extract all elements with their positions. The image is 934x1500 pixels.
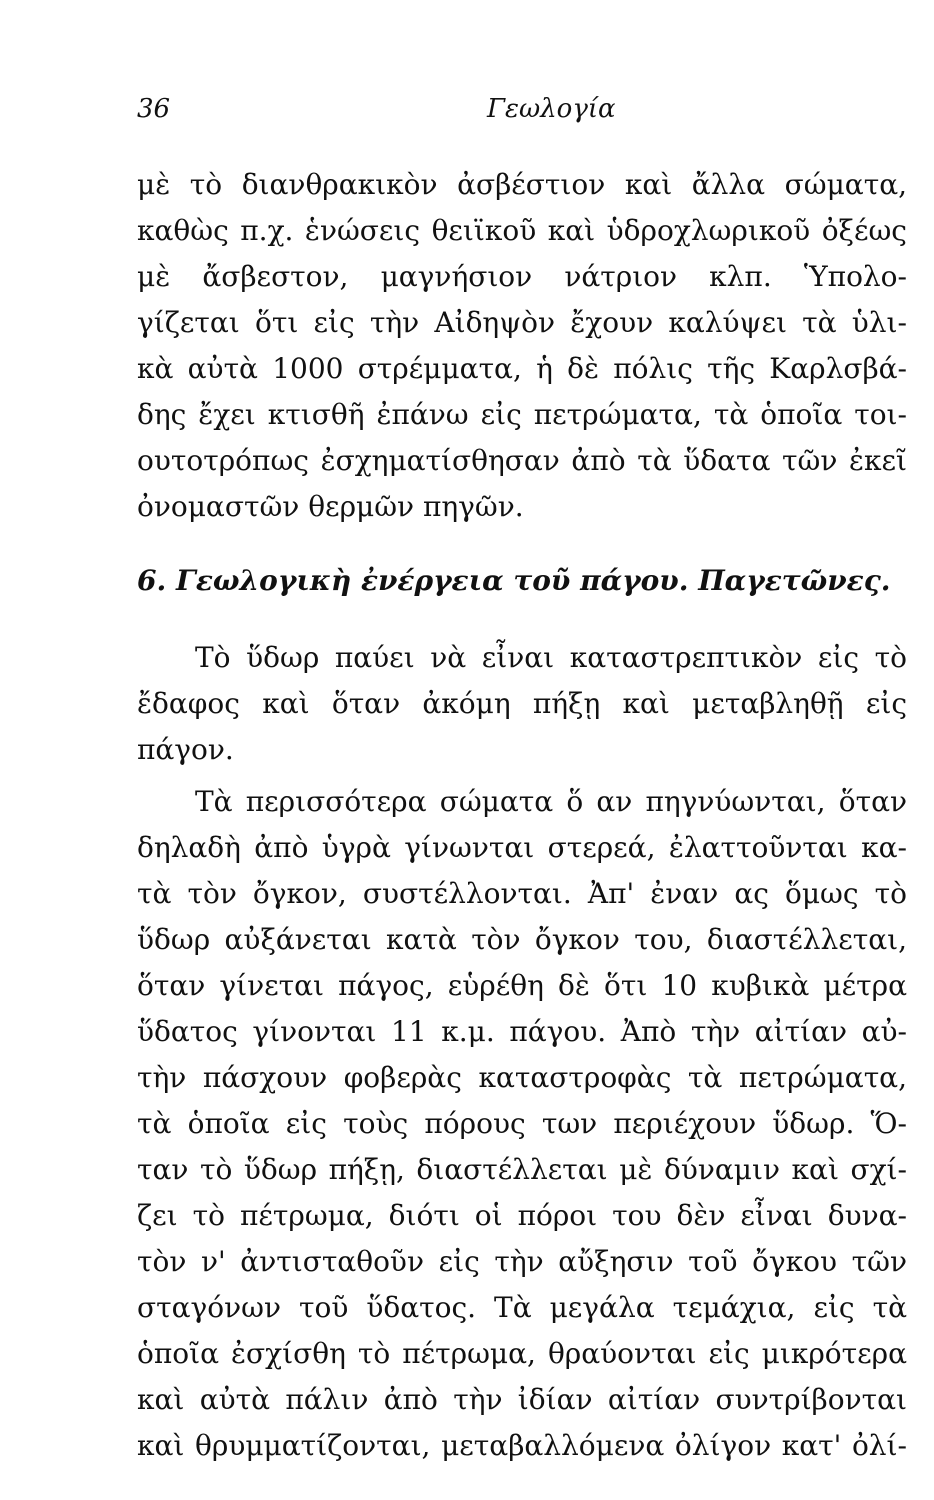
text-line: ὀνομαστῶν θερμῶν πηγῶν. (137, 490, 524, 523)
text-line: ταν τὸ ὕδωρ πήξῃ, διαστέλλεται μὲ δύναμιν καὶ σχί- (137, 1153, 907, 1186)
text-line: Τὸ ὕδωρ παύει νὰ εἶναι καταστρεπτικὸν εἰς τὸ (195, 641, 907, 674)
page-header (137, 94, 777, 134)
text-line: τὰ ὁποῖα εἰς τοὺς πόρους των περιέχουν ὕδωρ. Ὅ- (137, 1107, 907, 1140)
text-line: ἔδαφος καὶ ὅταν ἀκόμη πήξῃ καὶ μεταβληθῇ εἰς (137, 687, 907, 720)
text-line: δηλαδὴ ἀπὸ ὑγρὰ γίνωνται στερεά, ἐλαττοῦνται κα- (137, 831, 907, 864)
text-line: δης ἔχει κτισθῆ ἐπάνω εἰς πετρώματα, τὰ ὁποῖα τοι- (137, 398, 907, 431)
text-line: κὰ αὐτὰ 1000 στρέμματα, ἡ δὲ πόλις τῆς Καρλσβά- (137, 352, 907, 385)
text-line: καὶ θρυμματίζονται, μεταβαλλόμενα ὀλίγον κατ' ὀλί- (137, 1429, 907, 1462)
text-line: μὲ τὸ διανθρακικὸν ἀσβέστιον καὶ ἄλλα σώματα, (137, 168, 907, 201)
text-line: ὕδωρ αὐξάνεται κατὰ τὸν ὄγκον του, διαστέλλεται, (137, 923, 907, 956)
text-line: γίζεται ὅτι εἰς τὴν Αἰδηψὸν ἔχουν καλύψει τὰ ὑλι- (137, 306, 907, 339)
text-line: ὕδατος γίνονται 11 κ.μ. πάγου. Ἀπὸ τὴν αἰτίαν αὐ- (137, 1015, 907, 1048)
text-line: μὲ ἄσβεστον, μαγνήσιον νάτριον κλπ. Ὑπολο- (137, 260, 907, 293)
text-line: πάγον. (137, 733, 234, 766)
text-line: σταγόνων τοῦ ὕδατος. Τὰ μεγάλα τεμάχια, εἰς τὰ (137, 1291, 907, 1324)
text-line: Τὰ περισσότερα σώματα ὅ αν πηγνύωνται, ὅταν (195, 785, 907, 818)
text-line: ουτοτρόπως ἐσχηματίσθησαν ἀπὸ τὰ ὕδατα τῶν ἐκεῖ (137, 444, 907, 477)
section-heading: 6. Γεωλογικὴ ἐνέργεια τοῦ πάγου. Παγετῶνες. (137, 564, 891, 597)
page-number: 36 (137, 94, 171, 124)
text-line: καθὼς π.χ. ἑνώσεις θειϊκοῦ καὶ ὑδροχλωρικοῦ ὀξέως (137, 214, 907, 247)
text-line: ὁποῖα ἐσχίσθη τὸ πέτρωμα, θραύονται εἰς μικρότερα (137, 1337, 907, 1370)
text-line: καὶ αὐτὰ πάλιν ἀπὸ τὴν ἰδίαν αἰτίαν συντρίβονται (137, 1383, 907, 1416)
text-line: τὴν πάσχουν φοβερὰς καταστροφὰς τὰ πετρώματα, (137, 1061, 907, 1094)
running-title: Γεωλογία (487, 94, 616, 124)
text-line: ζει τὸ πέτρωμα, διότι οἱ πόροι του δὲν εἶναι δυνα- (137, 1199, 907, 1232)
text-line: τὸν ν' ἀντισταθοῦν εἰς τὴν αὔξησιν τοῦ ὄγκου τῶν (137, 1245, 907, 1278)
text-line: τὰ τὸν ὄγκον, συστέλλονται. Ἀπ' ἐναν ας ὅμως τὸ (137, 877, 907, 910)
text-line: ὅταν γίνεται πάγος, εὑρέθη δὲ ὅτι 10 κυβικὰ μέτρα (137, 969, 907, 1002)
